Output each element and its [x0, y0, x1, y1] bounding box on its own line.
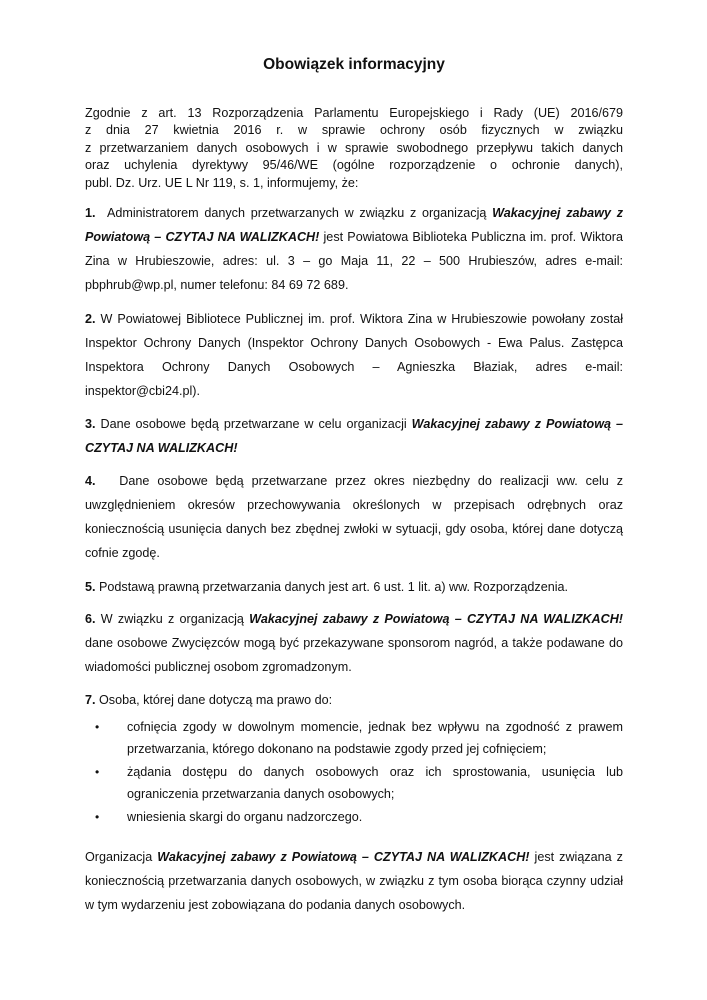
event-name: Wakacyjnej zabawy z Powiatową – CZYTAJ NA WALIZKACH! [85, 206, 624, 245]
bullet-icon: • [95, 720, 100, 735]
closing-paragraph [85, 845, 623, 917]
item-6-paragraph [85, 607, 623, 679]
list-item-text: żądania dostępu do danych osobowych oraz ich sprostowania, usunięcia lub ograniczenia przetwarzania danych osobowych; [127, 765, 623, 802]
closing-text: Organizacja [85, 850, 158, 865]
item-number: 6. [85, 612, 96, 627]
item-number: 1. [85, 206, 96, 221]
item-text: Administratorem danych przetwarzanych w związku z organizacją [106, 206, 493, 221]
list-item-text: cofnięcia zgody w dowolnym momencie, jednak bez wpływu na zgodność z prawem przetwarzania, którego dokonano na podstawie zgody przed jej cofnięciem; [127, 720, 623, 757]
item-number: 5. [85, 580, 96, 595]
closing-text: jest związana z koniecznością przetwarzania danych osobowych, w związku z tym osoba biorąca czynny udział w tym wydarzeniu jest zobowiązana do podania danych osobowych. [85, 850, 623, 913]
item-number: 7. [85, 693, 96, 708]
intro-line: Zgodnie z art. 13 Rozporządzenia Parlamentu Europejskiego i Rady (UE) 2016/679 [85, 106, 623, 120]
intro-line: z dnia 27 kwietnia 2016 r. w sprawie ochrony osób fizycznych w związku [85, 123, 623, 138]
item-text: Osoba, której dane dotyczą ma prawo do: [99, 693, 333, 708]
bullet-icon: • [95, 765, 100, 780]
item-3-paragraph [85, 412, 623, 460]
event-name: Wakacyjnej zabawy z Powiatową – CZYTAJ NA WALIZKACH! [249, 612, 623, 627]
list-item [85, 761, 623, 805]
bullet-icon: • [95, 810, 100, 825]
item-text: Dane osobowe będą przetwarzane w celu organizacji [100, 417, 412, 432]
list-item-text: wniesienia skargi do organu nadzorczego. [127, 810, 363, 825]
item-text: dane osobowe Zwycięzców mogą być przekazywane sponsorom nagród, a także podawane do wiadomości publicznej osobom zgromadzonym. [85, 636, 623, 675]
item-text: W Powiatowej Bibliotece Publicznej im. prof. Wiktora Zina w Hrubieszowie powołany został Inspektor Ochrony Danych (Inspektor Ochrony Danych Osobowych - Ewa Palus. Zastępca Inspektora Ochrony Danych Osobowych – Agnieszka Błaziak, adres e-mail: inspektor@cbi24.pl). [85, 312, 623, 399]
item-number: 3. [85, 417, 96, 432]
event-name: Wakacyjnej zabawy z Powiatową – CZYTAJ NA WALIZKACH! [85, 417, 624, 456]
intro-line: oraz uchylenia dyrektywy 95/46/WE (ogólne rozporządzenie o ochronie danych), [85, 158, 623, 173]
intro-paragraph [85, 105, 623, 192]
list-item [85, 716, 623, 760]
item-2-paragraph [85, 307, 623, 403]
intro-line: z przetwarzaniem danych osobowych i w sprawie swobodnego przepływu takich danych [85, 140, 623, 155]
intro-line: publ. Dz. Urz. UE L Nr 119, s. 1, informujemy, że: [85, 175, 359, 190]
item-4-paragraph [85, 469, 623, 565]
item-text: Dane osobowe będą przetwarzane przez okres niezbędny do realizacji ww. celu z uwzględnieniem okresów przechowywania określonych w przepisach odrębnych oraz koniecznością usunięcia danych bez zbędnej zwłoki w sytuacji, gdy osoba, której dane dotyczą cofnie zgodę. [85, 474, 623, 561]
page-title: Obowiązek informacyjny [263, 56, 445, 73]
item-text: jest Powiatowa Biblioteka Publiczna im. prof. Wiktora Zina w Hrubieszowie, adres: ul. 3 – go Maja 11, 22 – 500 Hrubieszów, adres e-mail: pbphrub@wp.pl, numer telefonu: 84 69 72 689. [85, 230, 623, 293]
event-name: Wakacyjnej zabawy z Powiatową – CZYTAJ NA WALIZKACH! [157, 850, 530, 865]
item-5-paragraph [85, 575, 623, 599]
item-text: Podstawą prawną przetwarzania danych jest art. 6 ust. 1 lit. a) ww. Rozporządzenia. [99, 580, 569, 595]
item-7-paragraph [85, 688, 623, 712]
item-number: 4. [85, 474, 96, 489]
item-1-paragraph [85, 201, 623, 297]
list-item [85, 806, 623, 828]
item-number: 2. [85, 312, 96, 327]
rights-list [85, 716, 623, 828]
item-text: W związku z organizacją [100, 612, 250, 627]
